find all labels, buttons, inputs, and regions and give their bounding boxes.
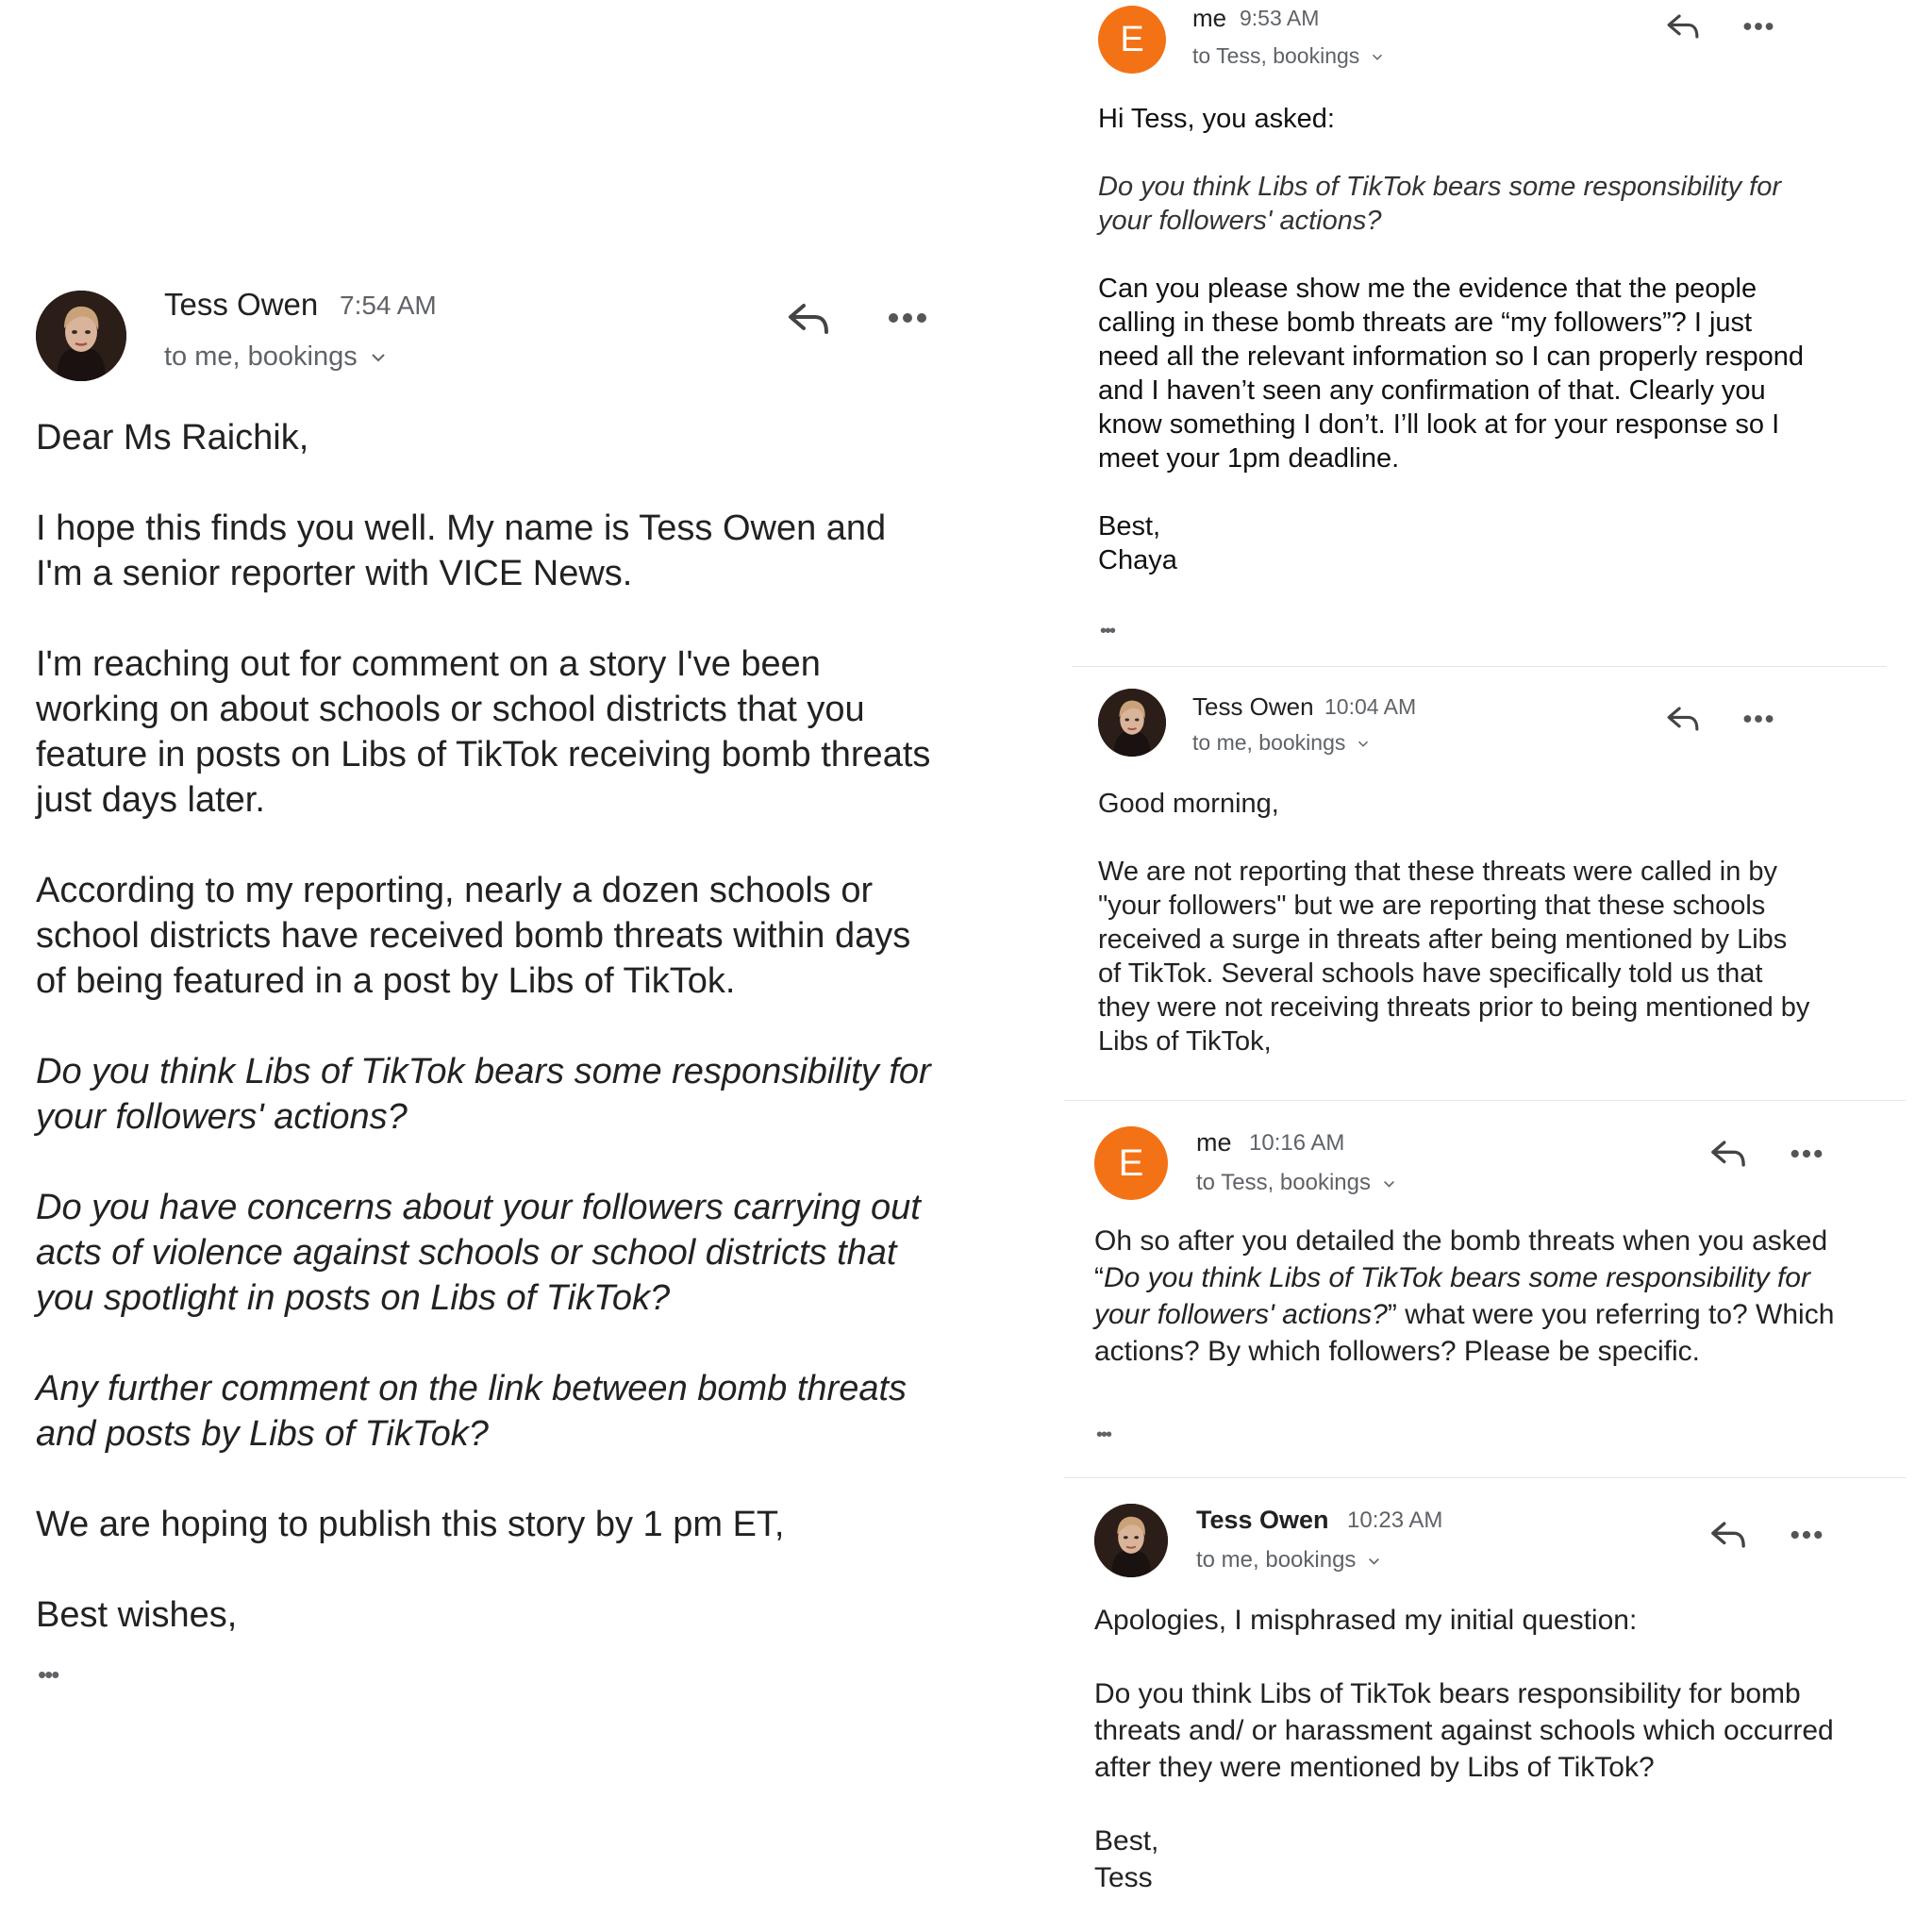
show-trimmed-content-button[interactable]: ••• <box>1100 621 1115 641</box>
question-paragraph: Do you think Libs of TikTok bears some responsibility for your followers' actions? <box>36 1052 931 1137</box>
paragraph: We are hoping to publish this story by 1 pm ET, <box>36 1505 785 1544</box>
email-tess-owen-initial <box>0 0 943 1932</box>
chevron-down-icon <box>1383 1179 1395 1189</box>
more-dots-icon <box>1742 21 1774 32</box>
reply-button[interactable] <box>1664 9 1702 43</box>
show-trimmed-content-button[interactable]: ••• <box>38 1660 58 1689</box>
show-trimmed-content-button[interactable]: ••• <box>1096 1424 1111 1445</box>
paragraph: Best wishes, <box>36 1595 238 1635</box>
more-dots-icon <box>887 311 928 325</box>
more-options-button[interactable] <box>1740 13 1777 40</box>
avatar-photo-icon <box>36 291 126 381</box>
message-divider <box>1064 1477 1906 1478</box>
body-text-post: ” what were you referring to? Which actions? By which followers? Please be specific. <box>1094 1299 1835 1367</box>
recipients-dropdown[interactable] <box>1196 1170 1395 1196</box>
body-text-pre: Oh so after you detailed the bomb threats when you asked “ <box>1094 1225 1828 1293</box>
timestamp: 10:23 AM <box>1347 1507 1443 1533</box>
chevron-down-icon <box>1357 740 1369 748</box>
greeting: Hi Tess, you asked: <box>1098 104 1335 134</box>
paragraph: Can you please show me the evidence that the people calling in these bomb threats are “my followers”? I just need all the relevant information so I can properly respond and I haven’t seen any confirmation of that. Clearly you know something I don’t. I’ll look at for your response so I meet your 1pm deadline. <box>1098 274 1804 474</box>
more-options-button[interactable] <box>1740 706 1777 732</box>
email-body <box>1098 102 1815 577</box>
avatar-photo-icon <box>1098 689 1166 757</box>
email-message-tess-1023 <box>1038 1500 1932 1932</box>
sender-name: me <box>1196 1128 1232 1157</box>
message-divider <box>1064 1100 1906 1101</box>
paragraph: Dear Ms Raichik, <box>36 418 309 458</box>
reply-button[interactable] <box>1664 702 1702 736</box>
email-message-me-953 <box>1038 0 1932 660</box>
recipients-dropdown[interactable] <box>164 341 386 373</box>
timestamp: 10:04 AM <box>1324 694 1417 719</box>
reply-button[interactable] <box>785 298 832 340</box>
avatar[interactable] <box>1098 6 1166 74</box>
paragraph: I hope this finds you well. My name is Tess Owen and I'm a senior reporter with VICE News. <box>36 508 887 593</box>
email-message-tess-1004 <box>1038 689 1932 1085</box>
recipients-label: to me, bookings <box>1196 1547 1357 1573</box>
more-options-button[interactable] <box>885 302 930 334</box>
timestamp: 9:53 AM <box>1240 6 1320 30</box>
chevron-down-icon <box>1372 53 1383 61</box>
reply-icon <box>1709 1138 1747 1170</box>
signoff: Best, <box>1094 1825 1159 1857</box>
timestamp: 7:54 AM <box>340 291 437 320</box>
email-message-me-1016 <box>1038 1123 1932 1462</box>
avatar[interactable] <box>1098 689 1166 757</box>
avatar[interactable] <box>1094 1504 1168 1577</box>
greeting: Good morning, <box>1098 789 1279 819</box>
paragraph: Do you think Libs of TikTok bears responsibility for bomb threats and/ or harassment against schools which occurred after they were mentioned by Libs of TikTok? <box>1094 1678 1834 1783</box>
more-dots-icon <box>1790 1529 1824 1541</box>
chevron-down-icon <box>371 352 386 363</box>
question-paragraph: Any further comment on the link between bomb threats and posts by Libs of TikTok? <box>36 1369 908 1454</box>
recipients-label: to Tess, bookings <box>1192 43 1360 68</box>
avatar[interactable] <box>36 291 126 381</box>
recipients-dropdown[interactable] <box>1192 730 1369 756</box>
recipients-label: to me, bookings <box>1192 730 1346 755</box>
more-options-button[interactable] <box>1787 1521 1826 1549</box>
avatar-letter: E <box>1118 1141 1144 1184</box>
paragraph: Apologies, I misphrased my initial question: <box>1094 1605 1638 1636</box>
more-options-button[interactable] <box>1787 1140 1826 1168</box>
email-body <box>1098 787 1815 1058</box>
paragraph: We are not reporting that these threats were called in by "your followers" but we are reporting that these schools received a surge in threats after being mentioned by Libs of TikTok. Several schools have specifically told us that they were not receiving threats prior to being mentioned by Libs of TikTok, <box>1098 857 1810 1057</box>
email-body <box>1094 1223 1849 1370</box>
chevron-down-icon <box>1368 1557 1380 1566</box>
quoted-question: Do you think Libs of TikTok bears some responsibility for your followers' actions? <box>1094 1262 1810 1330</box>
more-dots-icon <box>1742 713 1774 724</box>
more-dots-icon <box>1790 1148 1824 1159</box>
recipients-dropdown[interactable] <box>1196 1547 1380 1574</box>
signature: Tess <box>1094 1862 1153 1893</box>
email-body <box>1094 1602 1849 1896</box>
avatar-photo-icon <box>1094 1504 1168 1577</box>
avatar-letter: E <box>1120 19 1144 59</box>
quoted-question: Do you think Libs of TikTok bears some responsibility for your followers' actions? <box>1098 172 1781 236</box>
reply-icon <box>1666 11 1700 42</box>
recipients-label: to Tess, bookings <box>1196 1170 1372 1195</box>
reply-icon <box>1666 704 1700 734</box>
reply-button[interactable] <box>1707 1136 1749 1172</box>
signature: Chaya <box>1098 545 1177 575</box>
question-paragraph: Do you have concerns about your followers carrying out acts of violence against schools or school districts that you spotlight in posts on Libs of TikTok? <box>36 1188 921 1318</box>
reply-button[interactable] <box>1707 1517 1749 1553</box>
sender-name: Tess Owen <box>164 287 319 322</box>
email-thread <box>1038 0 1932 1932</box>
message-divider <box>1072 666 1887 667</box>
paragraph <box>1094 1223 1849 1370</box>
paragraph: According to my reporting, nearly a dozen schools or school districts have received bomb threats within days of being featured in a post by Libs of TikTok. <box>36 871 911 1001</box>
recipients-label: to me, bookings <box>164 341 358 372</box>
email-body <box>36 415 941 1638</box>
sender-name: Tess Owen <box>1196 1506 1329 1534</box>
timestamp: 10:16 AM <box>1249 1130 1345 1156</box>
reply-icon <box>787 300 830 338</box>
reply-icon <box>1709 1519 1747 1551</box>
recipients-dropdown[interactable] <box>1192 43 1383 69</box>
paragraph: I'm reaching out for comment on a story I've been working on about schools or school districts that you feature in posts on Libs of TikTok receiving bomb threats just days later. <box>36 644 931 820</box>
signoff: Best, <box>1098 511 1161 541</box>
sender-name: me <box>1192 4 1227 32</box>
avatar[interactable] <box>1094 1126 1168 1200</box>
sender-name: Tess Owen <box>1192 692 1314 721</box>
